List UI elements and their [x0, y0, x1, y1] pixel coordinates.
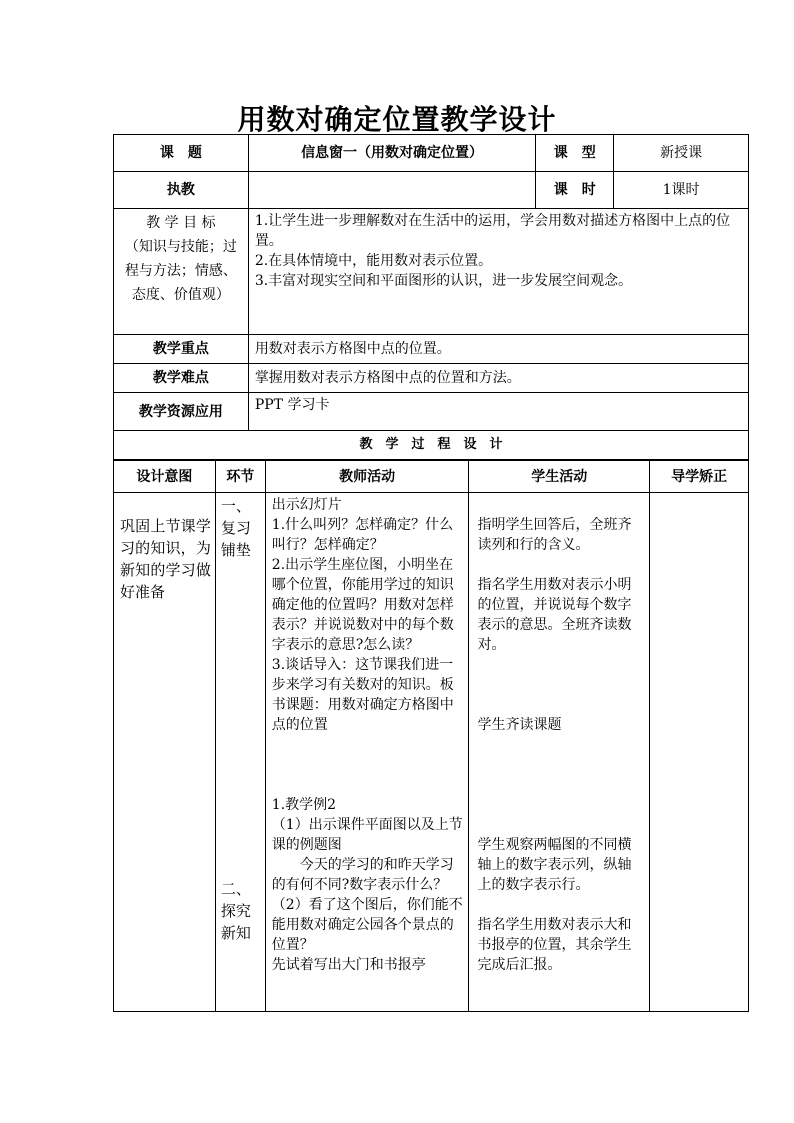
teacher-value — [248, 172, 536, 209]
intent-text: 巩固上节课学习的知识，为新知的学习做好准备 — [114, 493, 216, 1012]
page-title: 用数对确定位置教学设计 — [237, 103, 557, 136]
col-header-correction: 导学矫正 — [650, 461, 749, 493]
difficulty-label: 教学难点 — [114, 364, 249, 393]
correction-cell — [650, 493, 749, 1012]
hours-label: 课 时 — [536, 172, 614, 209]
col-header-stage: 环节 — [215, 461, 265, 493]
type-label: 课 型 — [536, 135, 614, 172]
process-table — [113, 460, 749, 1012]
resources-text: PPT 学习卡 — [248, 393, 748, 431]
col-header-intent: 设计意图 — [114, 461, 216, 493]
resources-label: 教学资源应用 — [114, 393, 249, 431]
stage-explore: 二、探究新知 — [220, 880, 251, 942]
goals-text: 1.让学生进一步理解数对在生活中的运用，学会用数对描述方格图中上点的位置。 2.在具体情境中，能用数对表示位置。 3.丰富对现实空间和平面图形的认识，进一步发展空间观念。 — [248, 209, 748, 335]
type-value: 新授课 — [614, 135, 749, 172]
info-table — [113, 134, 749, 460]
topic-label: 课 题 — [114, 135, 249, 172]
teacher-label: 执教 — [114, 172, 249, 209]
col-header-teacher: 教师活动 — [265, 461, 469, 493]
key-text: 用数对表示方格图中点的位置。 — [248, 335, 748, 364]
stage-review: 一、复习铺垫 — [220, 497, 251, 559]
topic-value: 信息窗一（用数对确定位置） — [248, 135, 536, 172]
col-header-student: 学生活动 — [469, 461, 650, 493]
process-header: 教 学 过 程 设 计 — [114, 431, 749, 460]
teacher-activity: 出示幻灯片 1.什么叫列？怎样确定？什么叫行？怎样确定？ 2.出示学生座位图，小明坐在哪个位置，你能用学过的知识确定他的位置吗？用数对怎样表示？并说说数对中的每个数字表示的意思?怎么读？ 3.谈话导入：这节课我们进一步来学习有关数对的知识。板书课题：用数对确定方格图中点的位置 1.教学例2 （1）出示课件平面图以及上节课的例题图 今天的学习的和昨天学习的有何不同?数字表示什么？ （2）看了这个图后，你们能不能用数对确定公园各个景点的位置？ 先试着写出大门和书报亭 — [265, 493, 469, 1012]
difficulty-text: 掌握用数对表示方格图中点的位置和方法。 — [248, 364, 748, 393]
goals-label: 教 学 目 标 （知识与技能；过程与方法；情感、态度、价值观） — [114, 209, 249, 335]
hours-value: 1课时 — [614, 172, 749, 209]
student-activity: 指明学生回答后，全班齐读列和行的含义。 指名学生用数对表示小明的位置，并说说每个数字表示的意思。全班齐读数对。 学生齐读课题 学生观察两幅图的不同横轴上的数字表示列，纵轴上的数字表示行。 指名学生用数对表示大和书报亭的位置，其余学生完成后汇报。 — [469, 493, 650, 1012]
key-label: 教学重点 — [114, 335, 249, 364]
